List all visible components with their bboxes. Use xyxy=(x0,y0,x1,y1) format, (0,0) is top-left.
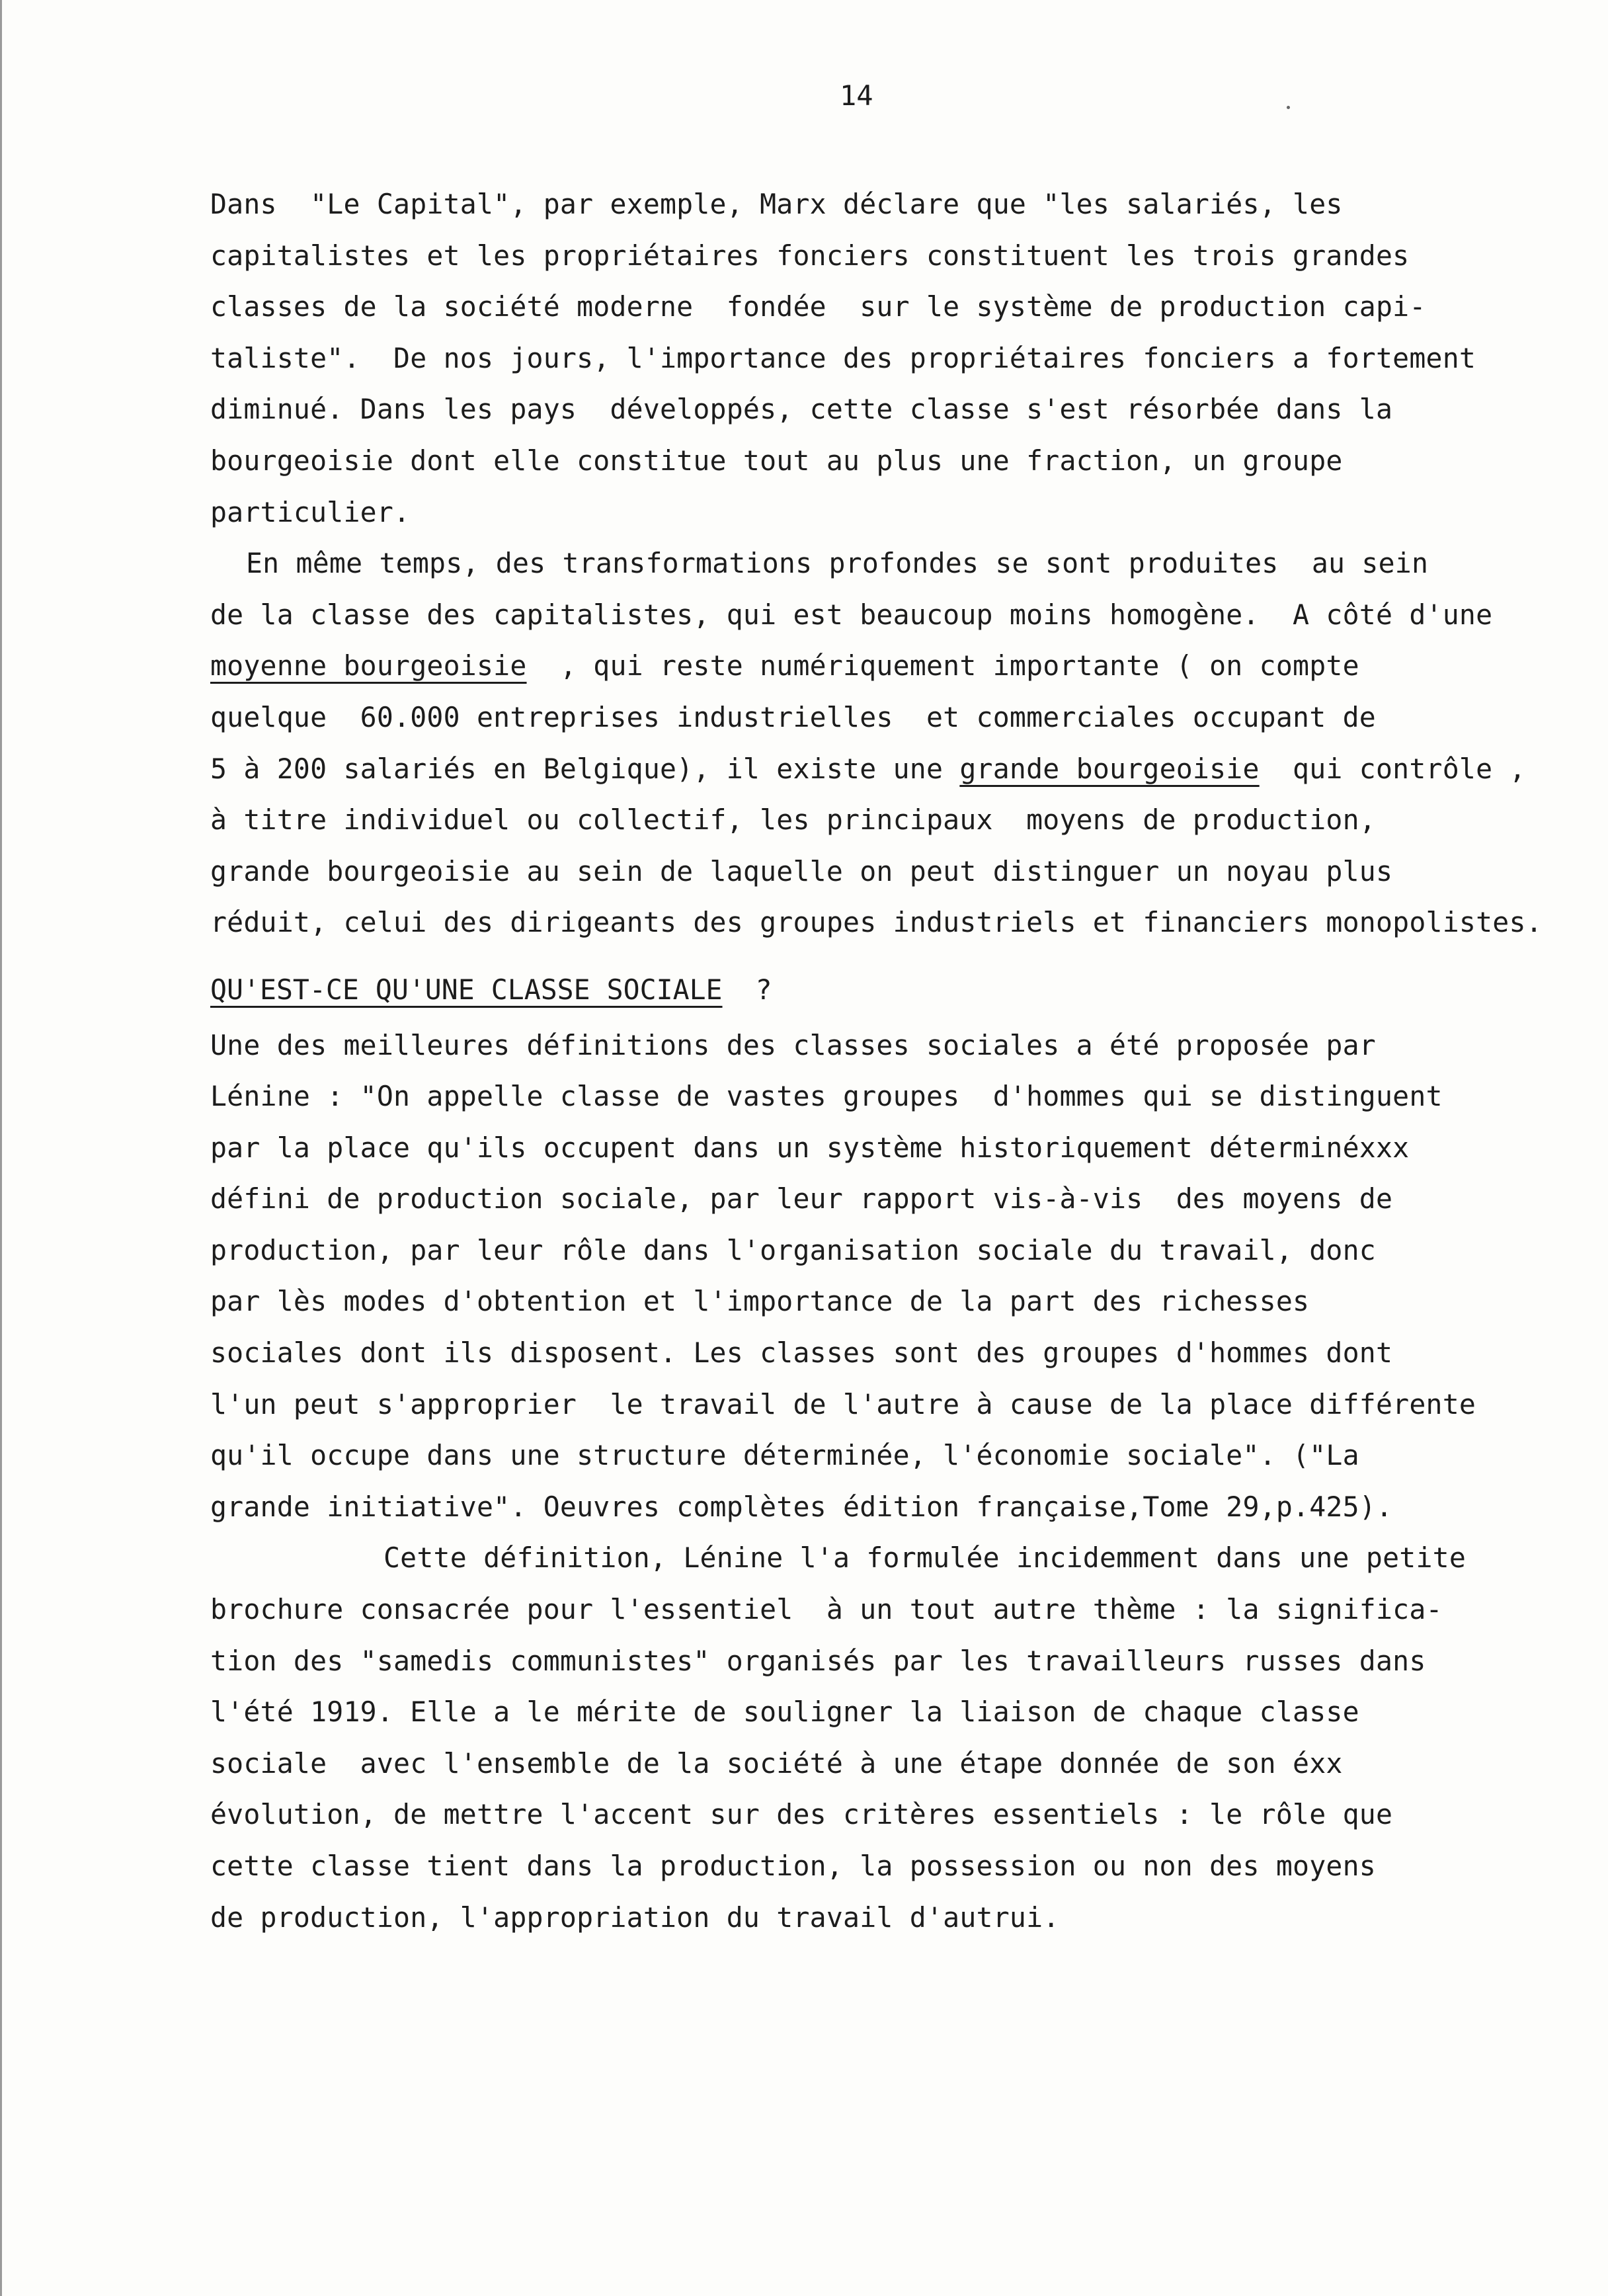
section-heading xyxy=(210,964,1559,1016)
paragraph-1 xyxy=(210,179,1559,538)
text-line: En même temps, des transformations profondes se sont produites au sein xyxy=(246,547,1429,580)
text-line: production, par leur rôle dans l'organisation sociale du travail, donc xyxy=(210,1233,1376,1266)
text-line: capitalistes et les propriétaires fonciers constituent les trois grandes xyxy=(210,239,1410,272)
margin-dot xyxy=(1287,106,1290,109)
text-line: de la classe des capitalistes, qui est beaucoup moins homogène. A côté d'une xyxy=(210,598,1493,631)
text-line: quelque 60.000 entreprises industrielles et commerciales occupant de xyxy=(210,700,1376,733)
text-line: brochure consacrée pour l'essentiel à un tout autre thème : la significa- xyxy=(210,1593,1443,1626)
text-line: Lénine : "On appelle classe de vastes groupes d'hommes qui se distinguent xyxy=(210,1080,1443,1113)
text-line: grande initiative". Oeuvres complètes édition française,Tome 29,p.425). xyxy=(210,1490,1393,1523)
paragraph-3 xyxy=(210,1020,1559,1533)
text-line: Dans "Le Capital", par exemple, Marx déclare que "les salariés, les xyxy=(210,188,1343,220)
text-line: par lès modes d'obtention et l'importance de la part des richesses xyxy=(210,1285,1310,1318)
text-line: bourgeoisie dont elle constitue tout au plus une fraction, un groupe xyxy=(210,444,1343,477)
section-heading-text: QU'EST-CE QU'UNE CLASSE SOCIALE xyxy=(210,973,723,1006)
page-edge xyxy=(0,0,2,2296)
text-line: évolution, de mettre l'accent sur des critères essentiels : le rôle que xyxy=(210,1798,1393,1831)
page-number: 14 xyxy=(840,79,873,112)
text-line: particulier. xyxy=(210,495,411,528)
text-span: , qui reste numériquement importante ( on compte xyxy=(526,649,1359,682)
text-line xyxy=(210,743,1559,795)
text-line: par la place qu'ils occupent dans un système historiquement déterminéxxx xyxy=(210,1131,1410,1164)
text-line: l'un peut s'approprier le travail de l'autre à cause de la place différente xyxy=(210,1387,1476,1420)
text-line: grande bourgeoisie au sein de laquelle on peut distinguer un noyau plus xyxy=(210,854,1393,887)
paragraph-4 xyxy=(210,1532,1559,1943)
text-line: Une des meilleures définitions des classes sociales a été proposée par xyxy=(210,1028,1376,1061)
section-heading-mark: ? xyxy=(722,973,772,1006)
text-line: cette classe tient dans la production, la possession ou non des moyens xyxy=(210,1850,1376,1882)
underlined-term: grande bourgeoisie xyxy=(959,752,1260,785)
text-line: l'été 1919. Elle a le mérite de souligner la liaison de chaque classe xyxy=(210,1696,1359,1729)
text-line: de production, l'appropriation du travail d'autrui. xyxy=(210,1901,1060,1934)
text-line: Cette définition, Lénine l'a formulée incidemment dans une petite xyxy=(383,1541,1467,1575)
text-line: sociales dont ils disposent. Les classes sont des groupes d'hommes dont xyxy=(210,1336,1393,1370)
text-line: qu'il occupe dans une structure déterminée, l'économie sociale". ("La xyxy=(210,1439,1359,1472)
text-line: à titre individuel ou collectif, les principaux moyens de production, xyxy=(210,803,1376,837)
text-line: taliste". De nos jours, l'importance des propriétaires fonciers a fortement xyxy=(210,341,1476,374)
text-line: réduit, celui des dirigeants des groupes industriels et financiers monopolistes. xyxy=(210,906,1543,939)
paragraph-2 xyxy=(210,538,1559,948)
text-line: diminué. Dans les pays développés, cette classe s'est résorbée dans la xyxy=(210,393,1393,426)
text-span: qui contrôle , xyxy=(1259,752,1526,785)
text-line: sociale avec l'ensemble de la société à une étape donnée de son éxx xyxy=(210,1746,1343,1780)
text-span: 5 à 200 salariés en Belgique), il existe une xyxy=(210,752,960,785)
text-line xyxy=(210,640,1559,692)
text-line: défini de production sociale, par leur rapport vis-à-vis des moyens de xyxy=(210,1182,1393,1215)
text-line: tion des "samedis communistes" organisés par les travailleurs russes dans xyxy=(210,1644,1426,1677)
document-body xyxy=(210,179,1559,1943)
underlined-term: moyenne bourgeoisie xyxy=(210,649,527,682)
text-line: classes de la société moderne fondée sur le système de production capi- xyxy=(210,290,1426,323)
